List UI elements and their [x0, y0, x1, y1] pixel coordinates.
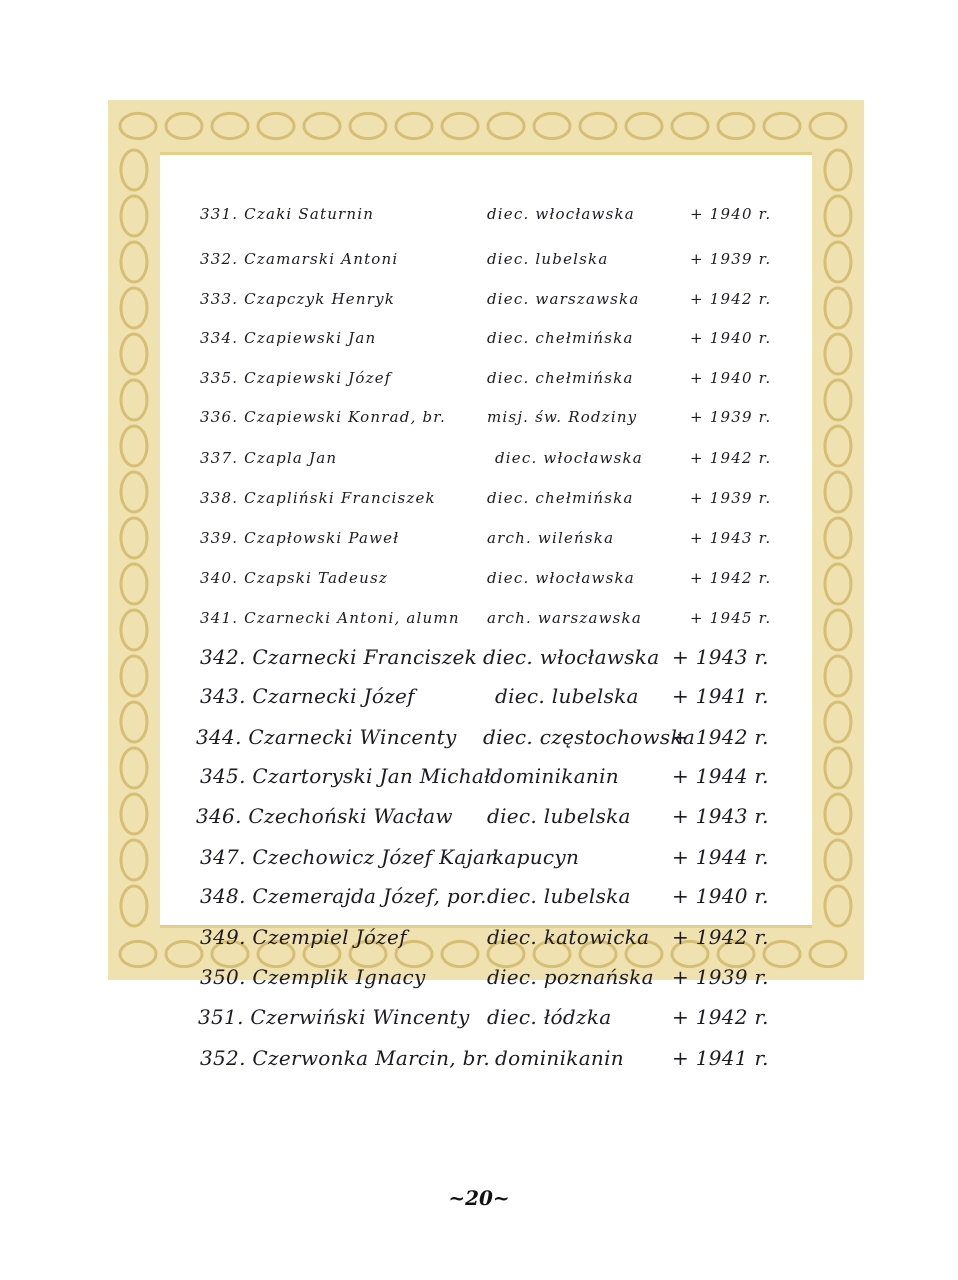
- entry-death-year: + 1944 r.: [672, 845, 769, 869]
- list-entry: [0, 684, 958, 724]
- entry-name: 342. Czarnecki Franciszek: [200, 645, 478, 669]
- entry-diocese: diec. łódzka: [487, 1005, 612, 1029]
- entry-death-year: + 1942 r.: [672, 725, 769, 749]
- entry-death-year: + 1942 r.: [672, 925, 769, 949]
- entry-diocese: kapucyn: [492, 845, 580, 869]
- entry-name: 335. Czapiewski Józef: [200, 369, 392, 387]
- entry-name: 349. Czempiel Józef: [200, 925, 407, 949]
- entry-diocese: diec. lubelska: [487, 804, 631, 828]
- entry-death-year: + 1941 r.: [672, 1046, 769, 1070]
- entry-name: 346. Czechoński Wacław: [196, 804, 453, 828]
- list-entry: [0, 764, 958, 804]
- entry-diocese: diec. lubelska: [487, 884, 631, 908]
- entry-diocese: diec. lubelska: [487, 250, 609, 268]
- list-entry: [0, 804, 958, 844]
- entry-death-year: + 1943 r.: [672, 645, 769, 669]
- page-number: ~20~: [448, 1186, 510, 1210]
- entry-name: 351. Czerwiński Wincenty: [198, 1005, 470, 1029]
- entry-diocese: dominikanin: [490, 764, 619, 788]
- list-entry: [0, 369, 958, 409]
- list-entry: [0, 925, 958, 965]
- entry-name: 348. Czemerajda Józef, por.: [200, 884, 487, 908]
- entry-name: 333. Czapczyk Henryk: [200, 290, 396, 308]
- entry-name: 352. Czerwonka Marcin, br.: [200, 1046, 491, 1070]
- entry-name: 340. Czapski Tadeusz: [200, 569, 388, 587]
- entry-diocese: diec. częstochowska: [483, 725, 696, 749]
- entry-death-year: + 1942 r.: [672, 1005, 769, 1029]
- list-entry: [0, 250, 958, 290]
- list-entry: [0, 449, 958, 489]
- entry-death-year: + 1943 r.: [672, 804, 769, 828]
- entry-death-year: + 1943 r.: [690, 529, 772, 547]
- entry-name: 339. Czapłowski Paweł: [200, 529, 400, 547]
- entry-diocese: dominikanin: [495, 1046, 624, 1070]
- entry-death-year: + 1939 r.: [690, 489, 772, 507]
- entry-death-year: + 1939 r.: [690, 250, 772, 268]
- entry-name: 334. Czapiewski Jan: [200, 329, 377, 347]
- entry-death-year: + 1942 r.: [690, 449, 772, 467]
- list-entry: [0, 290, 958, 330]
- entry-name: 345. Czartoryski Jan Michał: [200, 764, 491, 788]
- list-entry: [0, 645, 958, 685]
- list-entry: [0, 884, 958, 924]
- entry-name: 347. Czechowicz Józef Kajan: [200, 845, 499, 869]
- entry-death-year: + 1940 r.: [690, 205, 772, 223]
- entry-diocese: arch. wileńska: [487, 529, 615, 547]
- entry-name: 344. Czarnecki Wincenty: [196, 725, 457, 749]
- list-entry: [0, 569, 958, 609]
- entry-diocese: diec. katowicka: [487, 925, 650, 949]
- entry-diocese: diec. włocławska: [483, 645, 660, 669]
- list-entry: [0, 529, 958, 569]
- list-entry: [0, 845, 958, 885]
- list-entry: [0, 1046, 958, 1086]
- entry-name: 350. Czemplik Ignacy: [200, 965, 426, 989]
- entry-death-year: + 1944 r.: [672, 764, 769, 788]
- entry-diocese: misj. św. Rodziny: [487, 408, 638, 426]
- list-entry: [0, 609, 958, 649]
- entry-death-year: + 1942 r.: [690, 290, 772, 308]
- entry-name: 338. Czapliński Franciszek: [200, 489, 436, 507]
- list-entry: [0, 965, 958, 1005]
- entry-name: 336. Czapiewski Konrad, br.: [200, 408, 446, 426]
- list-entry: [0, 725, 958, 765]
- entry-death-year: + 1940 r.: [672, 884, 769, 908]
- entry-diocese: diec. poznańska: [487, 965, 654, 989]
- entry-name: 337. Czapla Jan: [200, 449, 338, 467]
- entry-death-year: + 1945 r.: [690, 609, 772, 627]
- entry-death-year: + 1941 r.: [672, 684, 769, 708]
- list-entry: [0, 205, 958, 245]
- entry-diocese: diec. włocławska: [487, 205, 635, 223]
- entry-diocese: diec. lubelska: [495, 684, 639, 708]
- entry-name: 332. Czamarski Antoni: [200, 250, 399, 268]
- entry-diocese: diec. chełmińska: [487, 369, 634, 387]
- list-entry: [0, 1005, 958, 1045]
- entry-name: 331. Czaki Saturnin: [200, 205, 375, 223]
- entry-death-year: + 1939 r.: [672, 965, 769, 989]
- entry-death-year: + 1940 r.: [690, 329, 772, 347]
- entry-death-year: + 1942 r.: [690, 569, 772, 587]
- entry-diocese: diec. włocławska: [495, 449, 643, 467]
- entry-name: 341. Czarnecki Antoni, alumn: [200, 609, 460, 627]
- entry-diocese: diec. chełmińska: [487, 489, 634, 507]
- entry-death-year: + 1939 r.: [690, 408, 772, 426]
- entry-death-year: + 1940 r.: [690, 369, 772, 387]
- list-entry: [0, 489, 958, 529]
- list-entry: [0, 408, 958, 448]
- list-entry: [0, 329, 958, 369]
- entry-diocese: diec. chełmińska: [487, 329, 634, 347]
- entry-diocese: diec. włocławska: [487, 569, 635, 587]
- entry-name: 343. Czarnecki Józef: [200, 684, 415, 708]
- entry-diocese: diec. warszawska: [487, 290, 640, 308]
- entry-diocese: arch. warszawska: [487, 609, 642, 627]
